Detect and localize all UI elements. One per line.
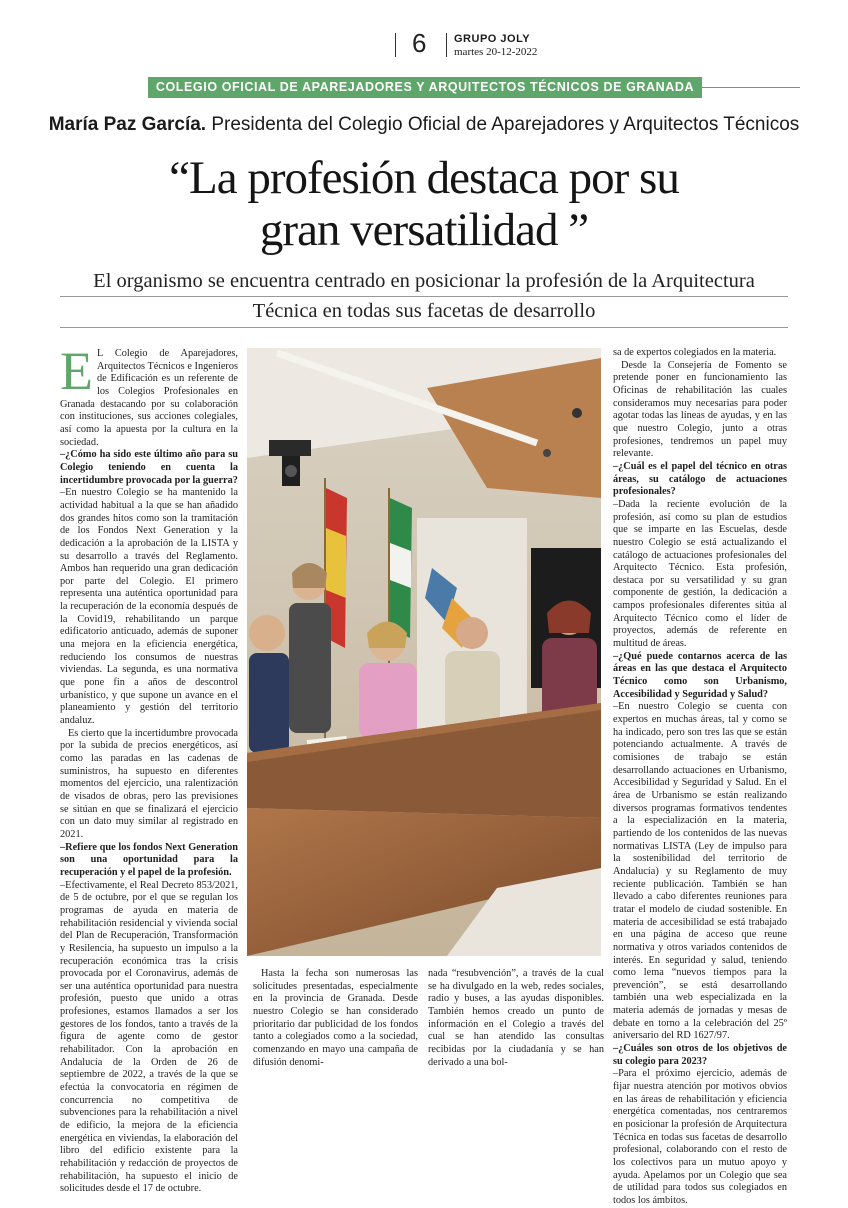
paper-name: GRUPO JOLY xyxy=(454,33,531,45)
paper-date: martes 20-12-2022 xyxy=(454,46,538,58)
byline-name: María Paz García. xyxy=(48,114,207,135)
header-divider-left xyxy=(395,33,396,57)
header-divider-right xyxy=(446,33,447,57)
intro-text: L Colegio de Aparejadores, Arquitectos Técnicos e Ingenieros de Edificación es un referente de los Colegios Profesionales en Granada destacando por su colaboración con instituciones, sus acciones colegiales, así como la apuesta por la cultura en la sociedad. xyxy=(60,348,238,448)
drop-cap: E xyxy=(60,341,93,401)
col4-paragraph-0: sa de expertos colegiados en la materia. xyxy=(613,347,777,358)
group-photo-illustration xyxy=(247,348,601,956)
headline-line-2: gran versatilidad ” xyxy=(259,204,589,256)
subtitle-line-1: El organismo se encuentra centrado en posicionar la profesión de la Arquitectura xyxy=(93,270,755,292)
intro-paragraph xyxy=(60,341,238,449)
paragraph-2: Es cierto que la incertidumbre provocada por la subida de precios energéticos, así como las paradas en las cadenas de suministros, ha supuesto en diferentes momentos del ejercicio, una ralentización de visados de obras, pero las previsiones se sitúan en que se finalizará el ejercicio con un dato muy similar al registrado en 2021. xyxy=(60,727,238,840)
col3-paragraph: nada “resubvención”, a través de la cual se ha divulgado en la web, redes sociales, radio y buses, a las ayudas disponibles. También hemos creado un punto de información en el Colegio a través del cual se han atendido las consultas recibidas por la ciudadanía y se han derivado a una bol- xyxy=(428,968,604,1068)
col2-paragraph: Hasta la fecha son numerosas las solicitudes presentadas, especialmente en la provincia de Granada. Desde nuestro Colegio se han considerado prioritario dar publicidad de los fondos tanto a colegiados como a la sociedad, comenzando en mayo una campaña de difusión denomi- xyxy=(253,968,418,1068)
subtitle-rule-bottom xyxy=(60,327,788,328)
byline-role: Presidenta del Colegio Oficial de Aparejadores y Arquitectos Técnicos xyxy=(211,114,800,135)
answer-3: –Dada la reciente evolución de la profesión, así como su plan de estudios que se imparte en las Escuelas, desde nuestro Colegio se está actualizando el catálogo de actuaciones profesionales del Arquitecto Técnico. Esta profesión, destaca por su versatilidad y su gran componente de gestión, la dedicación a campos profesionales diferentes sitúa al Arquitecto Técnico como el líder de proyectos, además de referente en multitud de áreas. xyxy=(613,498,787,650)
article-column-1 xyxy=(60,341,238,1195)
page-number: 6 xyxy=(412,28,427,58)
section-band: COLEGIO OFICIAL DE APAREJADORES Y ARQUITECTOS TÉCNICOS DE GRANADA xyxy=(148,77,702,98)
byline xyxy=(0,114,848,136)
answer-4: –En nuestro Colegio se cuenta con expertos en muchas áreas, tal y como se ha indicado, pero son tres las que se están potenciando actualmente. A través de comisiones de trabajo se están desarrollando actuaciones en Urbanismo, Accesibilidad y Seguridad y Salud. En el área de Urbanismo se están realizando diversos programas formativos tendentes a la especialización en la materia, partiendo de los contenidos de las nuevas normativas LISTA (Ley de impulso para la sostenibilidad del territorio de Andalucía) y su Reglamento de muy reciente publicación. También se han llevado a cabo diferentes reuniones para tratar el modelo de ciudad sostenible. En materia de accesibilidad se está trabajado en una página de acceso que reune normativa y otros variados contenidos de interés. En seguridad y salud, teniendo como lema “nuevos tiempos para la prevención”, se está desarrollando también una web especializada en la materia además de jornadas y mesas de debate en torno a la celebración del 25º aniversario del RD 1627/97. xyxy=(613,701,787,1042)
question-3: –¿Cuál es el papel del técnico en otras áreas, su catálogo de actuaciones profesionales? xyxy=(613,460,787,498)
answer-1: –En nuestro Colegio se ha mantenido la actividad habitual a la que se han añadido dos grandes hitos como son la tramitación de los Fondos Next Generation y la dedicación a la aprobación de la LISTA y su desarrollo a través del Reglamento. Ambos han requerido una gran dedicación por parte del Colegio. El primero representa una auténtica oportunidad para la recuperación de la economía después de la Covid19, rehabilitando un parque edificatorio anticuado, además de suponer una mejora en la eficiencia energética, reduciendo los consumos de nuestras viviendas. La segunda, es una normativa que pone fin a años de descontrol urbanístico, y que supone un avance en el planeamiento y gestión del territorio andaluz. xyxy=(60,487,238,727)
article-column-4 xyxy=(613,347,787,1206)
subtitle-line-2: Técnica en todas sus facetas de desarrollo xyxy=(252,300,596,322)
question-5: –¿Cuáles son otros de los objetivos de su colegio para 2023? xyxy=(613,1043,787,1067)
section-band-rule xyxy=(702,87,800,88)
question-1: –¿Cómo ha sido este último año para su Colegio teniendo en cuenta la incertidumbre provocada por la guerra? xyxy=(60,449,238,486)
answer-5: –Para el próximo ejercicio, además de fijar nuestra atención por motivos obvios en las áreas de rehabilitación y eficiencia energética comentadas, nos centraremos en posicionar la profesión de Arquitectura Técnica en todas sus facetas de desarrollo profesional, colaborando con el resto de los colectivos para un mutuo apoyo y ayuda. Apelamos por un Colegio que sea de utilidad para todos sus colegiados en todos los ámbitos. xyxy=(613,1068,787,1206)
group-photo xyxy=(247,348,601,956)
headline-line-1: “La profesión destaca por su xyxy=(169,152,679,204)
article-column-2 xyxy=(253,968,418,1068)
answer-2: –Efectivamente, el Real Decreto 853/2021, de 5 de octubre, por el que se regulan los programas de ayuda en materia de rehabilitación residencial y vivienda social del Plan de Recuperación, Transformación y Resilencia, ha supuesto un impulso a la recuperación económica tras la crisis provocada por el Coronavirus, además de ser una auténtica oportunidad para nuestra profesión, puesto que unido a otras profesiones, estamos llamados a ser los gestores de los fondos, tanto a través de la figura de agente como de gestor rehabilitador. Con la aprobación en Andalucía de la Orden de 26 de septiembre de 2022, a través de la que se efectúa la convocatoria en régimen de concurrencia no competitiva de subvenciones para la rehabilitación a nivel de edificio, la mejora de la eficiencia energética en viviendas, la elaboración del libro del edificio existente para la rehabilitación y redacción de proyectos de rehabilitación, ha supuesto el inicio de solicitudes desde el 17 de octubre. xyxy=(60,879,238,1195)
question-2: –Refiere que los fondos Next Generation son una oportunidad para la recuperación y el papel de la profesión. xyxy=(60,841,238,878)
headline xyxy=(60,152,788,256)
article-column-3 xyxy=(428,968,604,1068)
subtitle-rule-middle xyxy=(60,296,788,297)
col4-paragraph-1: Desde la Consejería de Fomento se pretende poner en funcionamiento las Oficinas de rehabilitación las cuales consideramos muy necesarias para poder agotar todas las líneas de ayudas, y en las que nuestro Colegio, junto a otras profesiones, tendremos un papel muy relevante. xyxy=(613,359,787,460)
question-4: –¿Qué puede contarnos acerca de las áreas en las que destaca el Arquitecto Técnico como son Urbanismo, Accesibilidad y Seguridad y Salud? xyxy=(613,650,787,700)
